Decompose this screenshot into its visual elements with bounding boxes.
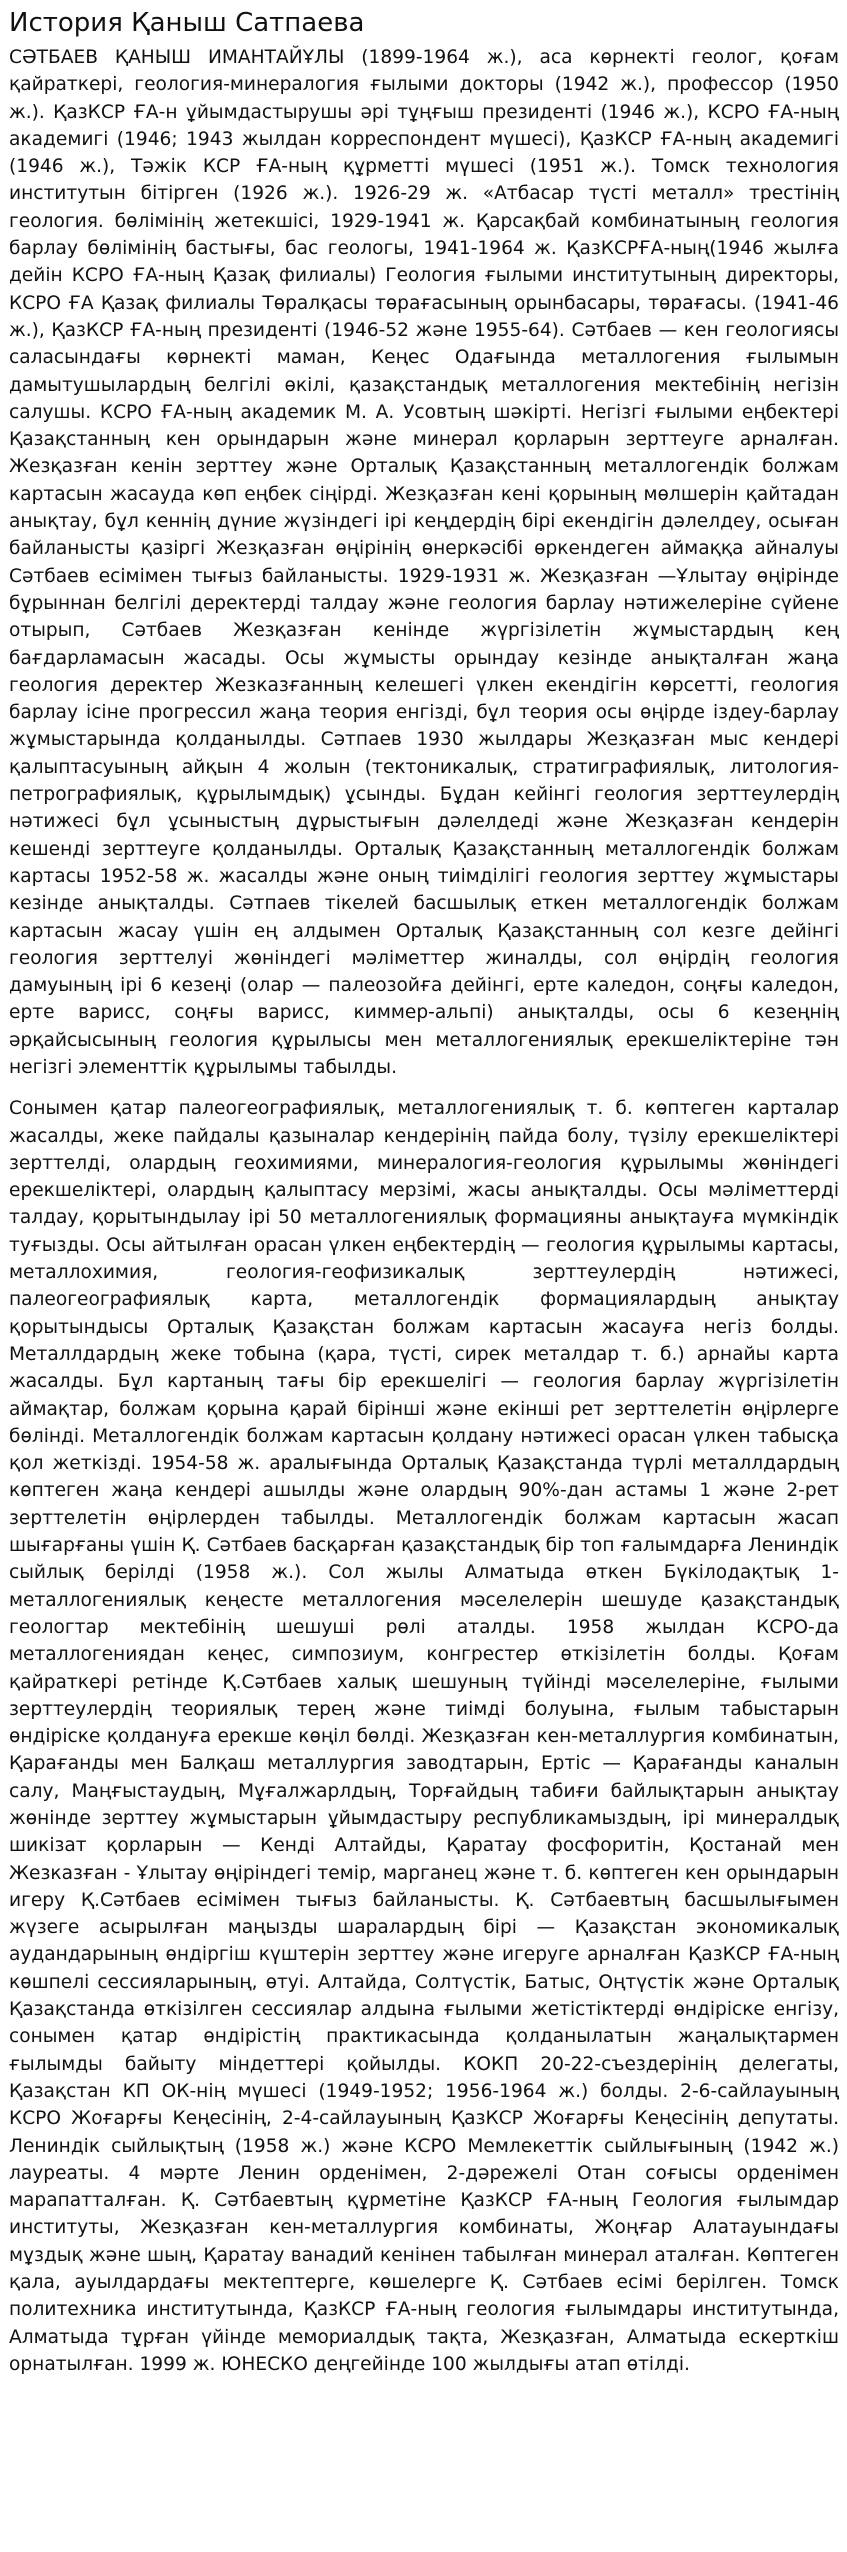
page-title: История Қаныш Сатпаева [9,8,365,38]
article-paragraph: Сонымен қатар палеогеографиялық, металлогениялық т. б. көптеген карталар жасалды, жеке пайдалы қазыналар кендерінің пайда болу, түзілу ерекшеліктері зерттелді, олардың геохимиями, минералогия-геология құрылымы жөніндегі ерекшеліктері, олардың қалыптасу мерзімі, жасы анықталды. Осы мәліметтерді талдау, қорытындылау ірі 50 металлогениялық формацияны анықтауға мүмкіндік туғызды. Осы айтылған орасан үлкен еңбектердің — геология құрылымы картасы, металлохимия, геология-геофизикалық зерттеулердің нәтижесі, палеогеографиялық карта, металлогендік формациялардың анықтау қорытындысы Орталық Қазақстан болжам картасын жасауға негіз болды. Металлдардың жеке тобына (қара, түсті, сирек металдар т. б.) арнайы карта жасалды. Бұл картаның тағы бір ерекшелігі — геология барлау жүргізілетін аймақтар, болжам қорына қарай бірінші және екінші рет зерттелетін өңірлерге бөлінді. Металлогендік болжам картасын қолдану нәтижесі орасан үлкен табысқа қол жеткізді. 1954-58 ж. аралығында Орталық Қазақстанда түрлі металлдардың көптеген жаңа кендері ашылды және олардың 90%-дан астамы 1 және 2-рет зерттелетін өңірлерден табылды. Металлогендік болжам картасын жасап шығарғаны үшін Қ. Сәтбаев басқарған қазақстандық бір топ ғалымдарға Лениндік сыйлық берілді (1958 ж.). Сол жылы Алматыда өткен Бүкілодақтық 1-металлогениялық кеңесте металлогения мәселелерін шешуде қазақстандық геологтар мектебінің шешуші рөлі аталды. 1958 жылдан КСРО-да металлогениядан кеңес, симпозиум, конгрестер өткізілетін болды. Қоғам қайраткері ретінде Қ.Сәтбаев халық шешуның түйінді мәселелеріне, ғылыми зерттеулердің теориялық терең және тиімді болуына, ғылым табыстарын өндіріске қолдануға ерекше көңіл бөлді. Жезқазған кен-металлургия комбинатын, Қарағанды мен Балқаш металлургия заводтарын, Ертіс — Қарағанды каналын салу, Маңғыстаудың, Мұғалжарлдың, Торғайдың табиғи байлықтарын анықтау жөнінде зерттеу жұмыстарын ұйымдастыру республикамыздың, ірі минералдық шикізат қорларын — Кенді Алтайды, Қаратау фосфоритін, Қостанай мен Жезказған - Ұлытау өңіріндегі темір, марганец және т. б. көптеген кен орындарын игеру Қ.Сәтбаев есімімен тығыз байланысты. Қ. Сәтбаевтың басшылығымен жүзеге асырылған маңызды шаралардың бірі — Қазақстан экономикалық аудандарының өндіргіш күштерін зерттеу және игеруге арналған ҚазКСР ҒА-ның көшпелі сессияларының, өтуі. Алтайда, Солтүстік, Батыс, Оңтүстік және Орталық Қазақстанда өткізілген сессиялар алдына ғылыми жетістіктерді өндіріске енгізу, сонымен қатар өндірістің практикасында қолданылатын жаңалықтармен ғылымды байыту міндеттері қойылды. КОКП 20-22-съездерінің делегаты, Қазақстан КП ОК-нің мүшесі (1949-1952; 1956-1964 ж.) болды. 2-6-сайлауының КСРО Жоғарғы Кеңесінің, 2-4-сайлауының ҚазКСР Жоғарғы Кеңесінің депутаты. Лениндік сыйлықтың (1958 ж.) және КСРО Мемлекеттік сыйлығының (1942 ж.) лауреаты. 4 мәрте Ленин орденімен, 2-дәрежелі Отан соғысы орденімен марапатталған. Қ. Сәтбаевтың құрметіне ҚазКСР ҒА-ның Геология ғылымдар институты, Жезқазған кен-металлургия комбинаты, Жоңғар Алатауындағы мұздық және шың, Қаратау ванадий кенінен табылған минерал аталған. Көптеген қала, ауылдардағы мектептерге, көшелерге Қ. Сәтбаев есімі берілген. Томск политехника институтында, ҚазКСР ҒА-ның геология ғылымдары институтында, Алматыда тұрған үйінде мемориалдық тақта, Жезқазған, Алматыда ескерткіш орнатылған. 1999 ж. ЮНЕСКО деңгейінде 100 жылдығы атап өтілді. [9,1098,839,2375]
article-paragraph: СӘТБАЕВ ҚАНЫШ ИМАНТАЙҰЛЫ (1899-1964 ж.), аса көрнекті геолог, қоғам қайраткері, геология-минералогия ғылыми докторы (1942 ж.), профессор (1950 ж.). ҚазКСР ҒА-н ұйымдастырушы әрі тұңғыш президенті (1946 ж.), КСРО ҒА-ның академигі (1946; 1943 жылдан корреспондент мүшесі), ҚазКСР ҒА-ның академигі (1946 ж.), Тәжік КСР ҒА-ның құрметті мүшесі (1951 ж.). Томск технология институтын бітірген (1926 ж.). 1926-29 ж. «Атбасар түсті металл» трестінің геология. бөлімінің жетекшісі, 1929-1941 ж. Қарсақбай комбинатының геология барлау бөлімінің бастығы, бас геологы, 1941-1964 ж. ҚазКСРҒА-ның(1946 жылға дейін КСРО ҒА-ның Қазақ филиалы) Геология ғылыми институтының директоры, КСРО ҒА Қазақ филиалы Төралқасы төрағасының орынбасары, төрағасы. (1941-46 ж.), ҚазКСР ҒА-ның президенті (1946-52 және 1955-64). Сәтбаев — кен геологиясы саласындағы көрнекті маман, Кеңес Одағында металлогения ғылымын дамытушылардың белгілі өкілі, қазақстандық металлогения мектебінің негізін салушы. КСРО ҒА-ның академик М. А. Усовтың шәкірті. Негізгі ғылыми еңбектері Қазақстанның кен орындарын және минерал қорларын зерттеуге арналған. Жезқазған кенін зерттеу және Орталық Қазақстанның металлогендік болжам картасын жасауда көп еңбек сіңірді. Жезқазған кені қорының мөлшерін қайтадан анықтау, бұл кеннің дүние жүзіндегі ірі кеңдердің бірі екендігін дәлелдеу, осыған байланысты қазіргі Жезқазған өңірінің өнеркәсібі өркендеген аймаққа айналуы Сәтбаев есімімен тығыз байланысты. 1929-1931 ж. Жезқазған —Ұлытау өңірінде бұрыннан белгілі деректерді талдау және геология барлау нәтижелеріне сүйене отырып, Сәтбаев Жезқазған кенінде жүргізілетін жұмыстардың кең бағдарламасын жасады. Осы жұмысты орындау кезінде анықталған жаңа геология деректер Жезказғанның келешегі үлкен екендігін көрсетті, геология барлау ісіне прогрессил жаңа теория енгізді, бұл теория осы өңірде іздеу-барлау жұмыстарында қолданылды. Сәтпаев 1930 жылдары Жезқазған мыс кендері қалыптасуының айқын 4 жолын (тектоникалық, стратиграфиялық, литология-петрографиялық, құрылымдық) ұсынды. Бұдан кейінгі геология зерттеулердің нәтижесі бұл ұсыныстың дұрыстығын дәлелдеді және Жезқазған кендерін кешенді зерттеуге қолданылды. Орталық Қазақстанның металлогендік болжам картасы 1952-58 ж. жасалды және оның тиімділігі геология зерттеу жұмыстары кезінде анықталды. Сәтпаев тікелей басшылық еткен металлогендік болжам картасын жасау үшін ең алдымен Орталық Қазақстанның сол кезге дейінгі геология зерттелуі жөніндегі мәліметтер жиналды, сол өңірдің геология дамуының ірі 6 кезеңі (олар — палеозойға дейінгі, ерте каледон, соңғы каледон, ерте варисс, соңғы варисс, киммер-альпі) анықталды, осы 6 кезеңнің әрқайсысының геология құрылысы мен металлогениялық ерекшеліктеріне тән негізгі элементтік құрылымы табылды. [9,47,839,1078]
